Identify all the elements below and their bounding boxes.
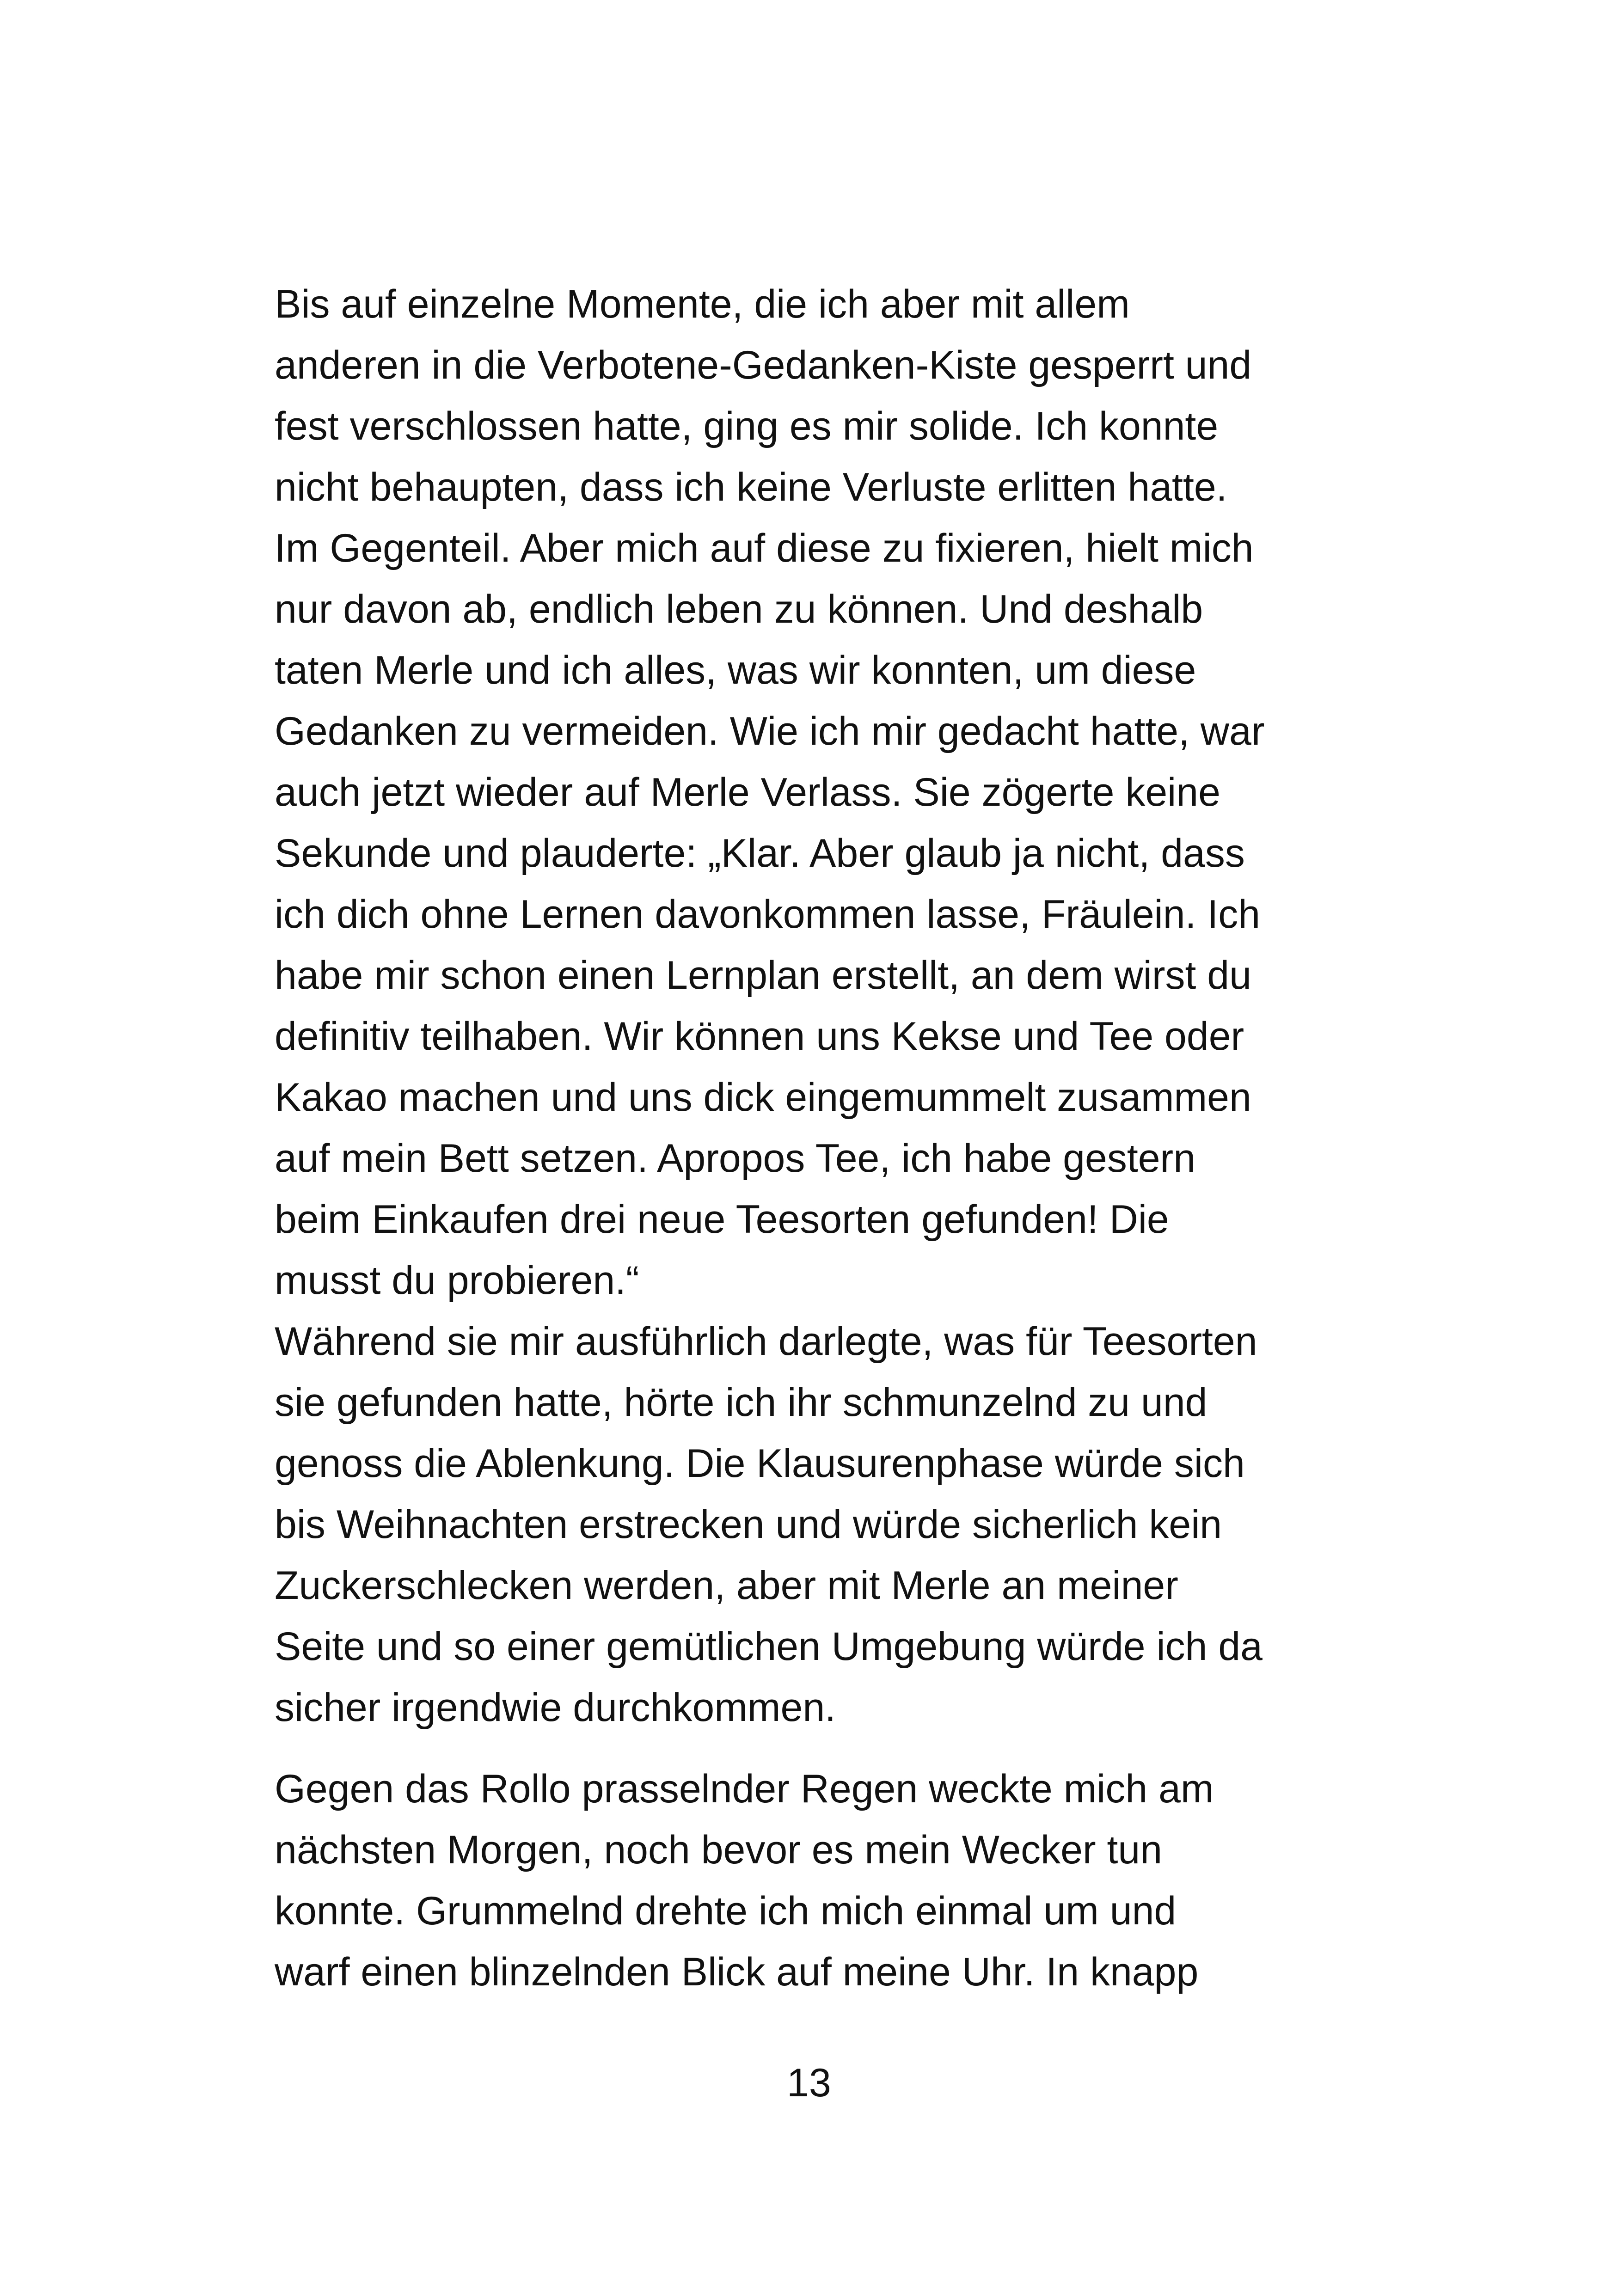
text-line: fest verschlossen hatte, ging es mir solide. Ich konnte [275,404,1219,448]
text-line: Kakao machen und uns dick eingemummelt zusammen [275,1075,1251,1120]
text-line: auf mein Bett setzen. Apropos Tee, ich habe gestern [275,1136,1196,1181]
text-line: taten Merle und ich alles, was wir konnten, um diese [275,648,1196,692]
text-line: Seite und so einer gemütlichen Umgebung würde ich da [275,1624,1263,1669]
text-line: auch jetzt wieder auf Merle Verlass. Sie zögerte keine [275,770,1220,814]
text-line: sie gefunden hatte, hörte ich ihr schmunzelnd zu und [275,1380,1207,1425]
text-line: definitiv teilhaben. Wir können uns Kekse und Tee oder [275,1014,1244,1059]
paragraph-2 [275,1758,1384,2002]
text-line: ich dich ohne Lernen davonkommen lasse, Fräulein. Ich [275,892,1261,937]
text-line: bis Weihnachten erstrecken und würde sicherlich kein [275,1502,1222,1547]
text-line: genoss die Ablenkung. Die Klausurenphase würde sich [275,1441,1245,1486]
text-line: nicht behaupten, dass ich keine Verluste erlitten hatte. [275,465,1227,509]
text-line: Zuckerschlecken werden, aber mit Merle an meiner [275,1563,1178,1608]
text-line: nur davon ab, endlich leben zu können. Und deshalb [275,587,1203,631]
text-line: Bis auf einzelne Momente, die ich aber mit allem [275,282,1130,326]
text-line: Im Gegenteil. Aber mich auf diese zu fixieren, hielt mich [275,526,1254,570]
text-line: Gedanken zu vermeiden. Wie ich mir gedacht hatte, war [275,709,1265,753]
text-line: nächsten Morgen, noch bevor es mein Wecker tun [275,1828,1163,1872]
text-line: sicher irgendwie durchkommen. [275,1685,836,1730]
text-line: musst du probieren.“ [275,1258,639,1303]
page-number: 13 [787,2061,831,2105]
text-line: anderen in die Verbotene-Gedanken-Kiste gesperrt und [275,343,1252,387]
text-line: Gegen das Rollo prasselnder Regen weckte mich am [275,1767,1214,1811]
text-line: Während sie mir ausführlich darlegte, was für Teesorten [275,1319,1257,1364]
text-line: beim Einkaufen drei neue Teesorten gefunden! Die [275,1197,1169,1242]
text-line: warf einen blinzelnden Blick auf meine Uhr. In knapp [275,1950,1199,1994]
paragraph-1 [275,274,1384,1738]
text-line: Sekunde und plauderte: „Klar. Aber glaub ja nicht, dass [275,831,1245,876]
text-line: konnte. Grummelnd drehte ich mich einmal um und [275,1889,1177,1933]
text-line: habe mir schon einen Lernplan erstellt, an dem wirst du [275,953,1251,998]
